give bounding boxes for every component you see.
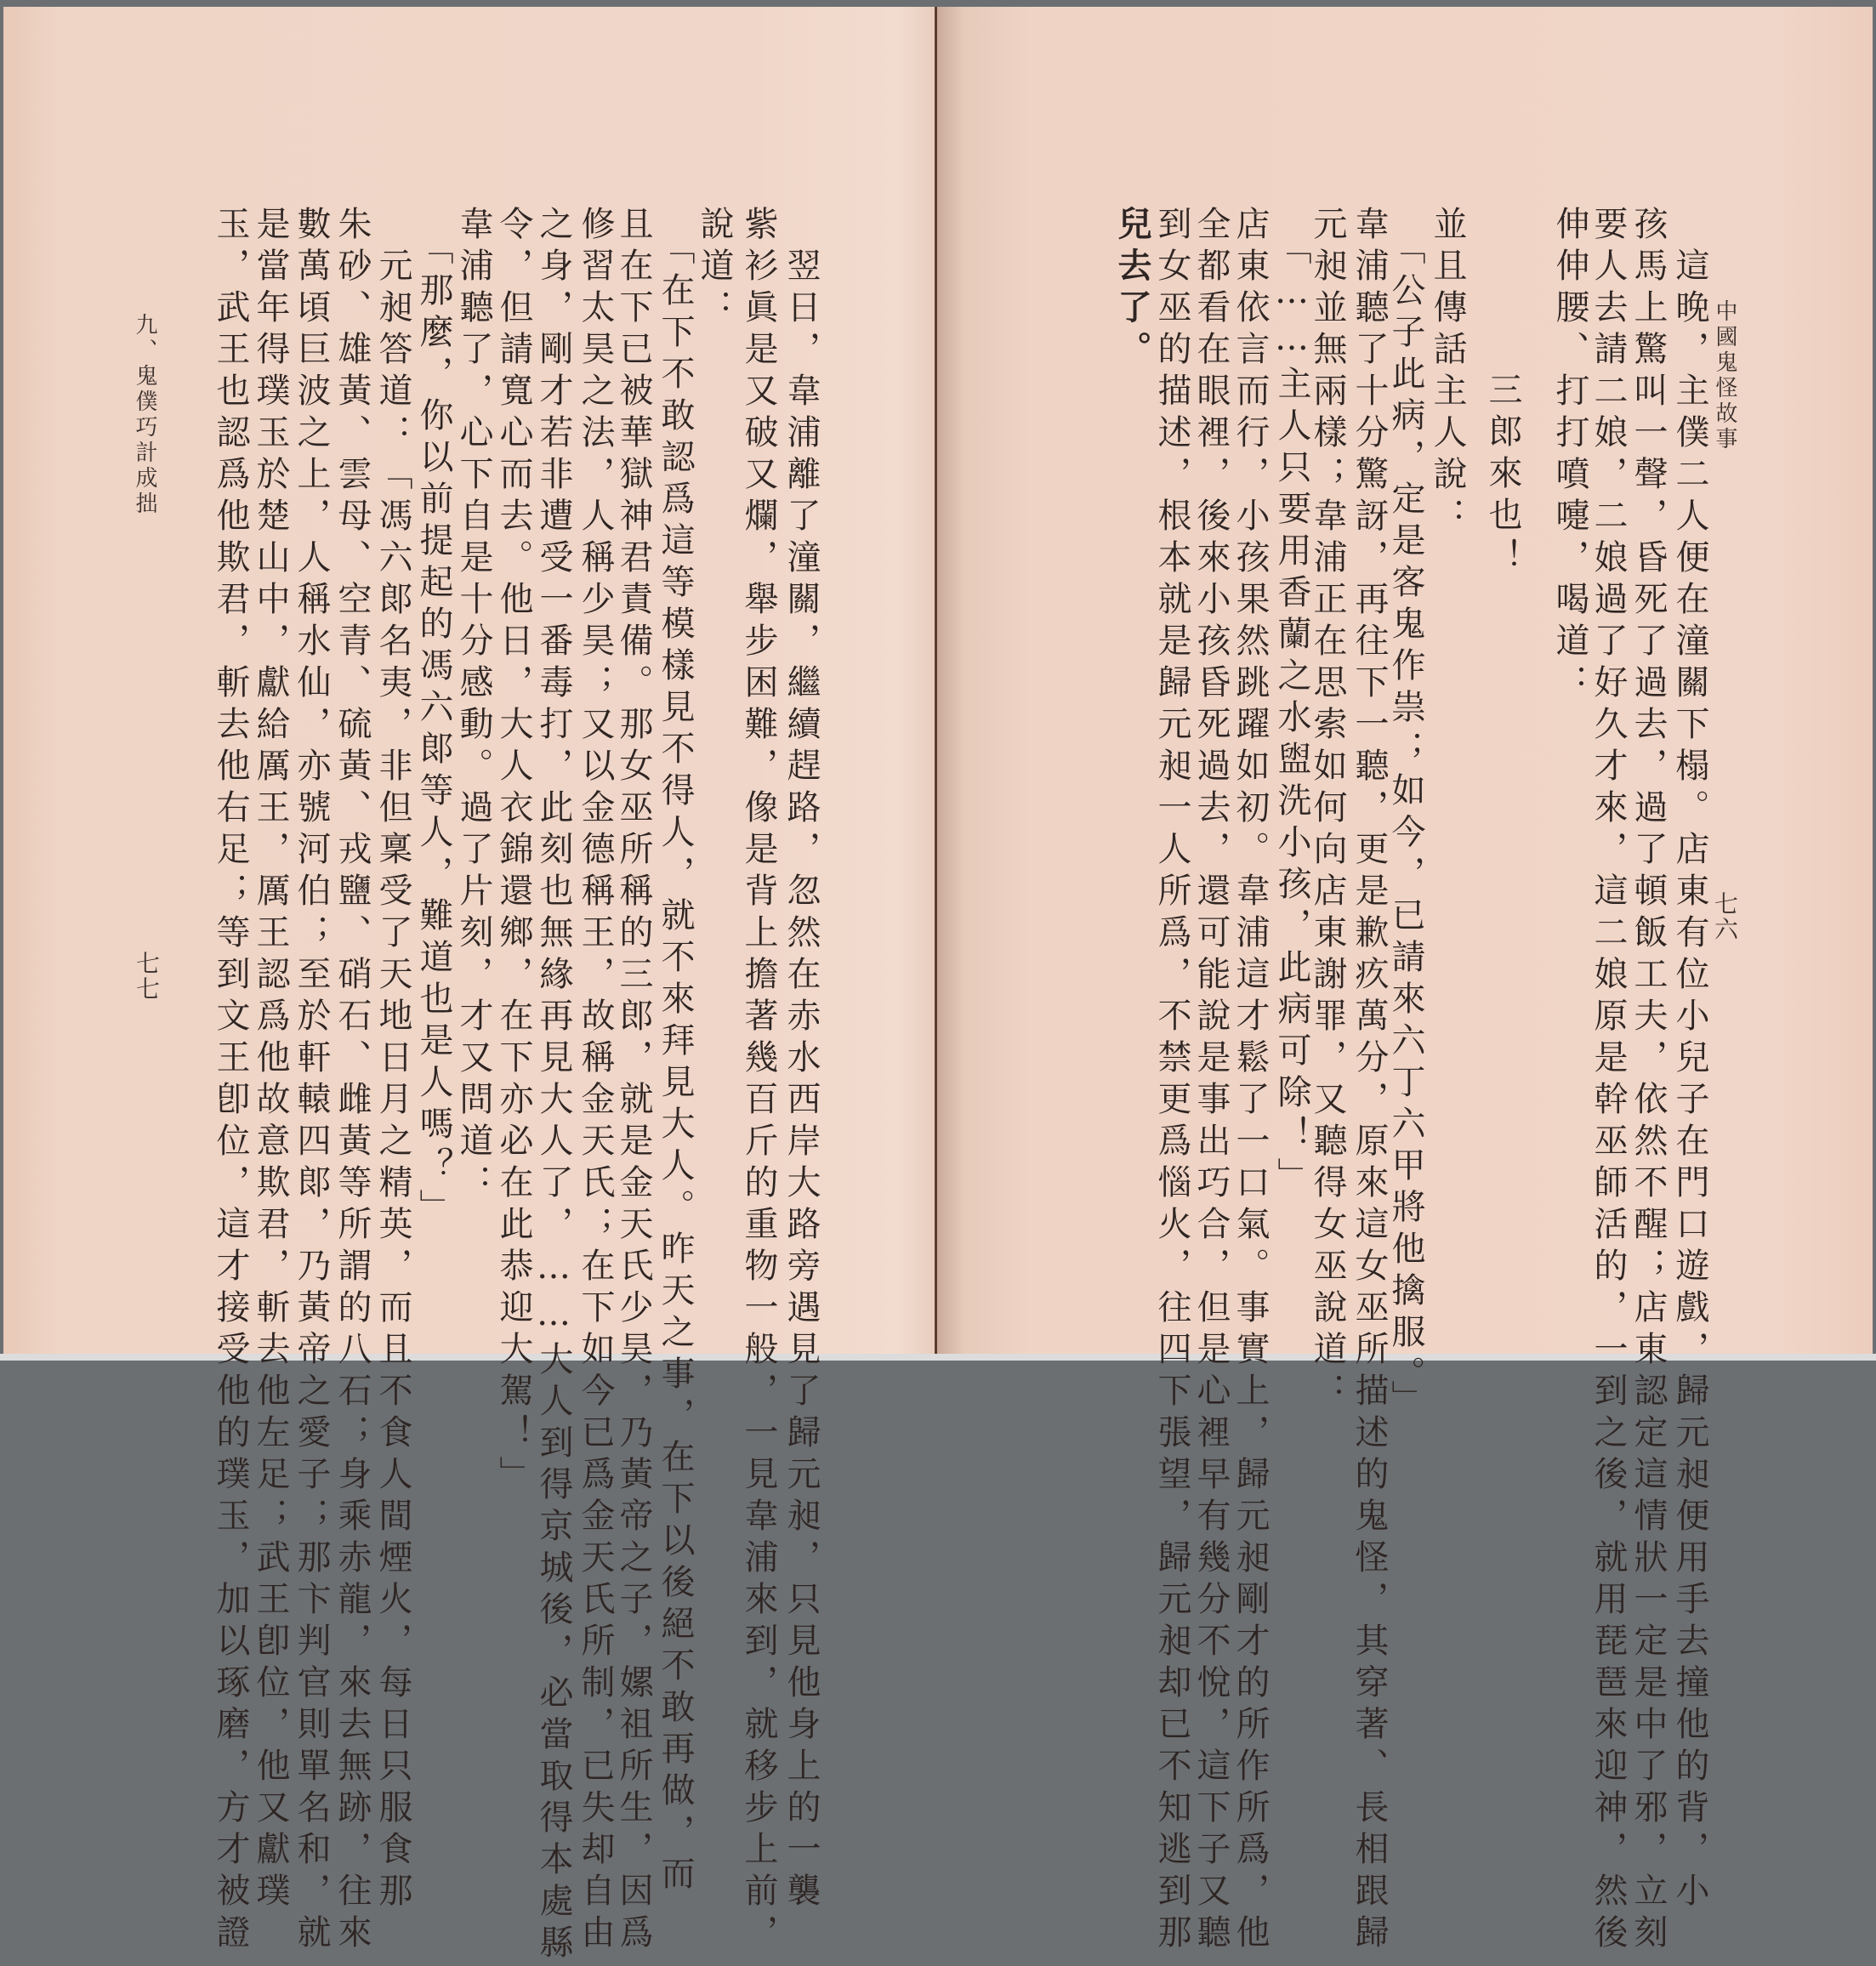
text-column: 「公子此病，定是客鬼作祟；如今，已請來六丁六甲將他擒服。」 [1386, 206, 1425, 1422]
text-column: 且在下已被華獄神君責備。那女巫所稱的三郎，就是金天氏少昊，乃黃帝之子，嫘祖所生，因爲 [614, 206, 653, 1956]
text-column: 這晚，主僕二人便在潼關下榻。店東有位小兒子在門口遊戲，歸元昶便用手去撞他的背，小 [1670, 206, 1709, 1914]
text-column: 玉，武王也認爲他欺君，斬去他右足；等到文王卽位，這才接受他的璞玉，加以琢磨，方才被證 [211, 206, 250, 1956]
text-column: 伸伸腰、打打噴嚏，喝道： [1550, 206, 1589, 706]
text-column: 店東依言而行，小孩果然跳躍如初。韋浦這才鬆了一口氣。事實上，歸元昶剛才的所作所爲，他 [1231, 206, 1270, 1956]
text-column: 修習太昊之法，人稱少昊；又以金德稱王，故稱金天氏；在下如今已爲金天氏所制，已失却自由 [576, 206, 615, 1956]
text-column: 數萬頃巨波之上，人稱水仙，亦號河伯；至於軒轅四郞，乃黃帝之愛子；那卞判官則單名和，就 [292, 206, 331, 1956]
text-column: 全都看在眼裡，後來小孩昏死過去，還可能說是事出巧合，但是心裡早有幾分不悅，這下子又聽 [1191, 206, 1231, 1956]
text-column: 朱砂、雄黃、雲母、空青、硫黃、戎鹽、硝石、雌黃等所謂的八石；身乘赤龍，來去無跡，往來 [333, 206, 372, 1956]
running-header: 中國鬼怪故事 [1712, 299, 1737, 452]
text-column: 翌日，韋浦離了潼關，繼續趕路，忽然在赤水西岸大路旁遇見了歸元昶，只見他身上的一襲 [782, 206, 821, 1914]
text-column: 韋浦聽了十分驚訝，再往下一聽，更是歉疚萬分，原來這女巫所描述的鬼怪，其穿著、長相跟歸 [1350, 206, 1389, 1956]
text-column: 元昶答道：「馮六郞名夷，非但稟受了天地日月之精英，而且不食人間煙火，每日只服食那 [373, 206, 412, 1914]
text-column: 令，但請寬心而去。他日，大人衣錦還鄉，在下亦必在此恭迎大駕！」 [494, 206, 533, 1497]
text-column: 兒去了。 [1112, 206, 1152, 372]
page-number-left: 七七 [133, 951, 161, 1002]
text-column: 到女巫的描述，根本就是歸元昶一人所爲，不禁更爲惱火，往四下張望，歸元昶却已不知逃到那 [1152, 206, 1191, 1956]
text-column: 要人去請二娘，二娘過了好久才來，這二娘原是幹巫師活的，一到之後，就用琵琶來迎神，然後 [1589, 206, 1628, 1956]
text-column: 之身，剛才若非遭受一番毒打，此刻也無緣再見大人了，……大人到得京城後，必當取得本處縣 [534, 206, 573, 1966]
text-column: 「那麼，你以前提起的馮六郞等人，難道也是人嗎？」 [414, 206, 453, 1230]
text-column: 說道： [695, 206, 734, 331]
text-column: 韋浦聽了，心下自是十分感動。過了片刻，才又問道： [454, 206, 493, 1206]
text-column: 是當年得璞玉於楚山中，獻給厲王，厲王認爲他故意欺君，斬去他左足；武王卽位，他又獻璞 [251, 206, 290, 1914]
text-column: 「……主人只要用香蘭之水盥洗小孩，此病可除！」 [1272, 206, 1311, 1199]
text-column: 孩馬上驚叫一聲，昏死了過去，過了頓飯工夫，依然不醒；店東認定這情狀一定是中了邪，立刻 [1629, 206, 1668, 1956]
page-number-right: 七六 [1711, 891, 1739, 942]
text-column: 並且傳話主人說： [1428, 206, 1467, 539]
text-column: 「在下不敢認爲這等模樣見不得人，就不來拜見大人。昨天之事，在下以後絕不敢再做，而 [656, 206, 695, 1897]
text-column: 紫衫眞是又破又爛，舉步困難，像是背上擔著幾百斤的重物一般，一見韋浦來到，就移步上前， [739, 206, 778, 1956]
book-gutter [935, 7, 937, 1355]
text-column-emphasis: 三郎來也！ [1483, 247, 1522, 580]
text-column: 元昶並無兩樣；韋浦正在思索如何向店東謝罪，又聽得女巫說道： [1308, 206, 1347, 1414]
chapter-footer: 九、鬼僕巧計成拙 [132, 313, 157, 517]
